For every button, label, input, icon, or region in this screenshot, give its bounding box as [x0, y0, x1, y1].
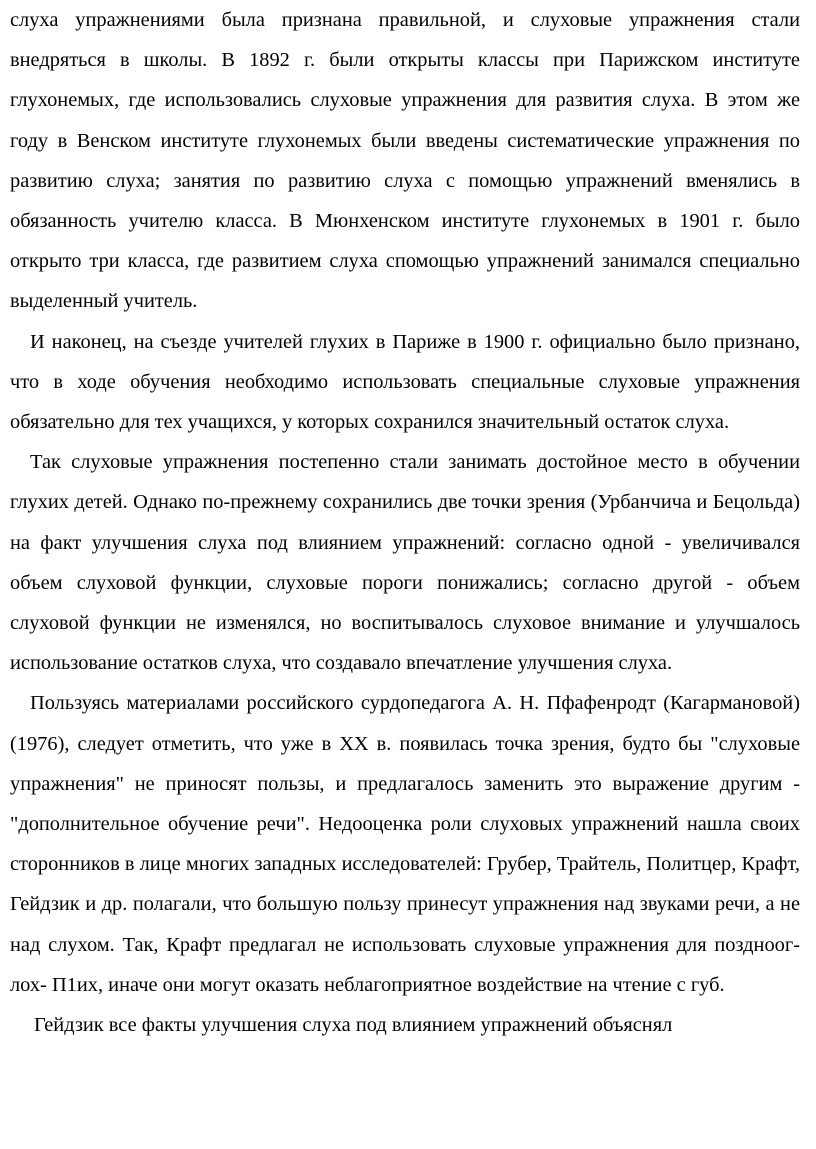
paragraph-2: И наконец, на съезде учителей глухих в Париже в 1900 г. официально было признано, что в ходе обучения необходимо использовать специальные слуховые упражнения обязательно для тех учащихся, у которых сохранился значительный остаток слуха.	[10, 330, 800, 434]
document-page	[10, 0, 800, 1045]
paragraph-5: Гейдзик все факты улучшения слуха под влиянием упражнений объяснял	[34, 1014, 673, 1037]
paragraph-4: Пользуясь материалами российского сурдопедагога А. Н. Пфафенродт (Кагармановой) (1976), следует отметить, что уже в XX в. появилась точка зрения, будто бы "слуховые упражнения" не приносят пользы, и предлагалось заменить это выражение другим - "дополнительное обучение речи". Недооценка роли слуховых упражнений нашла своих сторонников в лице многих западных исследователей: Грубер, Трайтель, Политцер, Крафт, Гейдзик и др. полагали, что большую пользу принесут упражнения над звуками речи, а не над слухом. Так, Крафт предлагал не использовать слуховые упражнения для позднооглох- П1их, иначе они могут оказать неблагоприятное воздействие на чтение с губ.	[10, 692, 800, 996]
paragraph-3: Так слуховые упражнения постепенно стали занимать достойное место в обучении глухих детей. Однако по-прежнему сохранились две точки зрения (Урбанчича и Бецольда) на факт улучшения слуха под влиянием упражнений: согласно одной - увеличивался объем слуховой функции, слуховые пороги понижались; согласно другой - объем слуховой функции не изменялся, но воспитывалось слуховое внимание и улучшалось использование остатков слуха, что создавало впечатление улучшения слуха.	[10, 451, 800, 675]
paragraph-1: слуха упражнениями была признана правильной, и слуховые упражнения стали внедряться в школы. В 1892 г. были открыты классы при Парижском институте глухонемых, где использовались слуховые упражнения для развития слуха. В этом же году в Венском институте глухонемых были введены систематические упражнения по развитию слуха; занятия по развитию слуха с помощью упражнений вменялись в обязанность учителю класса. В Мюнхенском институте глухонемых в 1901 г. было открыто три класса, где развитием слуха спомощью упражнений занимался специально выделенный учитель.	[10, 9, 800, 313]
